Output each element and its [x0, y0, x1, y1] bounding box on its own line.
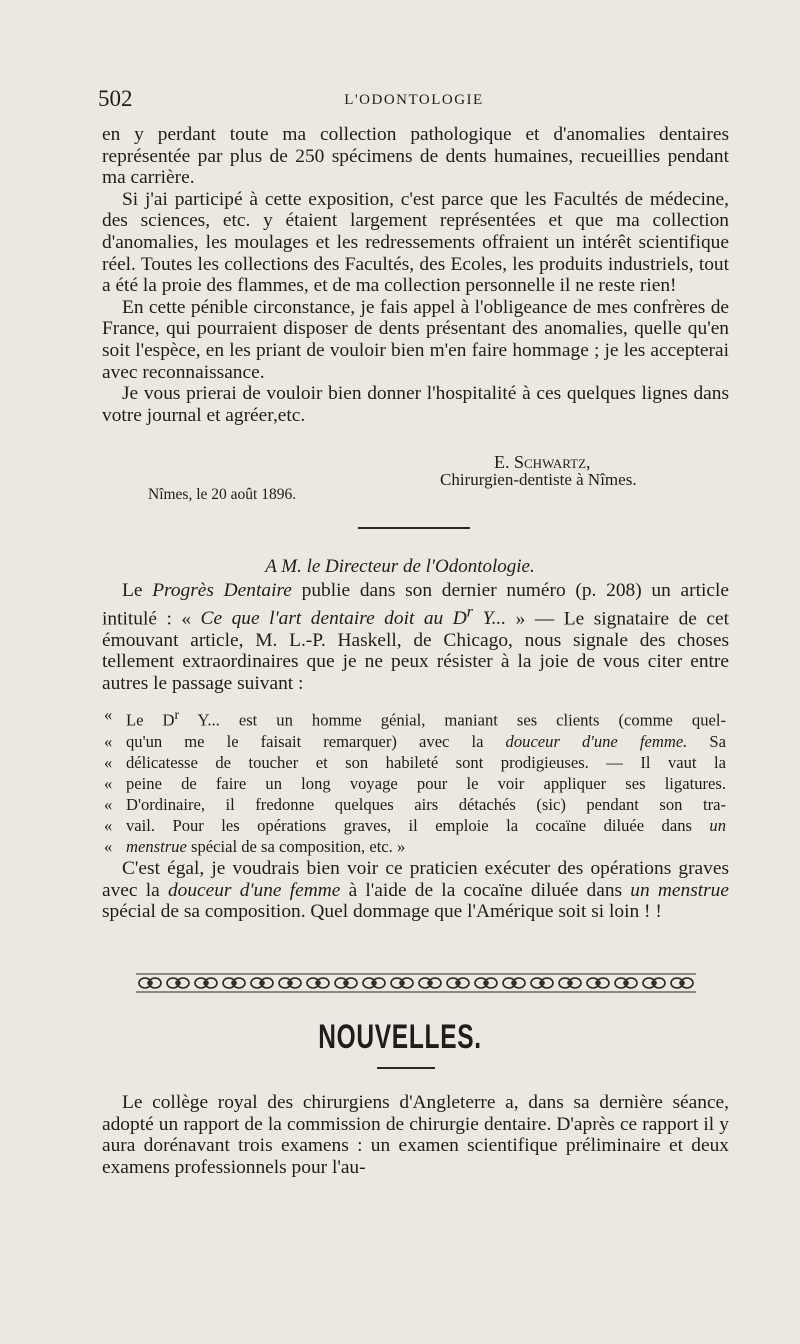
quote-line-1: « Le $D^r$ Y... est un homme génial, maniant ses clients (comme quel- — [104, 705, 726, 730]
letter-body — [102, 124, 729, 426]
letter-paragraph-2: Si j'ai participé à cette exposition, c'est parce que les Facultés de médecine, des sciences, etc. y étaient largement représentées et que ma collection d'anomalies, les moulages et les redressements offraient un intérêt scientifique réel. Toutes les collections des Facultés, des Ecoles, les produits industriels, tout a été la proie des flammes, et de ma collection personnelle il ne reste rien! — [102, 188, 729, 297]
headline-rule — [377, 1067, 435, 1069]
letter-paragraph-4: Je vous prierai de vouloir bien donner l'hospitalité à ces quelques lignes dans votre journal et agréer,etc. — [102, 383, 729, 426]
quote-line-2: « qu'un me le faisait remarquer) avec la douceur d'une femme. Sa — [104, 731, 726, 751]
letter-paragraph-3: En cette pénible circonstance, je fais appel à l'obligeance de mes confrères de France, qui pourraient disposer de dents présentant des anomalies, quelle qu'en soit l'espèce, en les priant de vouloir bien m'en faire hommage ; je les accepterai avec reconnaissance. — [102, 296, 729, 383]
page-number: 502 — [98, 86, 133, 111]
quote-line-3: « délicatesse de toucher et son habileté sont prodigieuses. — Il vaut la — [104, 752, 726, 772]
conclusion-paragraph: C'est égal, je voudrais bien voir ce praticien exécuter des opérations graves avec la douceur d'une femme à l'aide de la cocaïne diluée dans un menstrue spécial de sa composition. Quel dommage que l'Amérique soit si loin ! ! — [102, 858, 729, 923]
second-letter-body — [102, 580, 729, 694]
journal-name: Progrès Dentaire — [152, 580, 292, 601]
page-header — [98, 86, 730, 116]
running-title: L'ODONTOLOGIE — [344, 92, 484, 108]
signature-name: E. Schwartz, — [494, 452, 591, 472]
letter-address: A M. le Directeur de l'Odontologie. — [265, 556, 535, 577]
intro-paragraph: Le Progrès Dentaire publie dans son dernier numéro (p. 208) un article intitulé : « Ce que l'art dentaire doit au $D^r$ Y... » — Le signataire de cet émouvant article, M. L.-P. Haskell, de Chicago, nous signale des choses tellement extraordinaires que je ne peux résister à la joie de vous citer entre autres le passage suivant : — [102, 580, 729, 694]
article-title: Ce que l'art dentaire doit au $D^r$ Y... — [200, 603, 507, 630]
ornamental-border — [136, 972, 696, 994]
quote-line-4: « peine de faire un long voyage pour le voir appliquer ses ligatures. — [104, 773, 726, 793]
quote-line-6: « vail. Pour les opérations graves, il emploie la cocaïne diluée dans un — [104, 815, 726, 835]
section-headline: NOUVELLES. — [318, 1018, 482, 1056]
conclusion — [102, 858, 729, 923]
signature-title: Chirurgien-dentiste à Nîmes. — [440, 470, 637, 489]
quote-line-7: « menstrue spécial de sa composition, etc. » — [104, 836, 406, 856]
news-paragraph-1: Le collège royal des chirurgiens d'Angleterre a, dans sa dernière séance, adopté un rapport de la commission de chirurgie dentaire. D'après ce rapport il y aura dorénavant trois examens : un examen scientifique préliminaire et deux examens professionnels pour l'au- — [102, 1092, 729, 1178]
place-and-date: Nîmes, le 20 août 1896. — [148, 486, 297, 503]
letter-paragraph-1: en y perdant toute ma collection pathologique et d'anomalies dentaires représentée par plus de 250 spécimens de dents humaines, recueillies pendant ma carrière. — [102, 124, 729, 189]
section-divider — [358, 527, 470, 529]
quote-line-5: « D'ordinaire, il fredonne quelques airs détachés (sic) pendant son tra- — [104, 794, 726, 814]
quotation — [104, 704, 726, 857]
news-body — [102, 1092, 729, 1178]
